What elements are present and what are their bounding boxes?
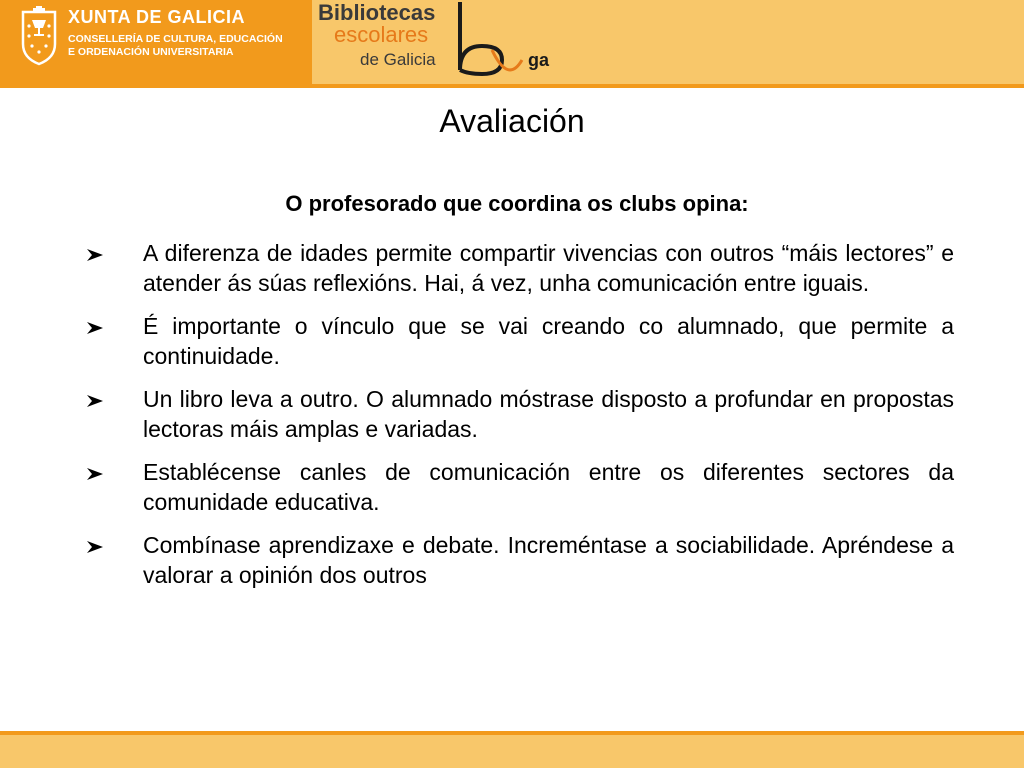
- arrowhead-bullet-icon: [86, 467, 104, 481]
- arrowhead-bullet-icon: [86, 321, 104, 335]
- bullet-text: A diferenza de idades permite compartir vivencias con outros “máis lectores” e atender ás súas reflexións. Hai, á vez, unha comunicación entre iguais.: [143, 240, 954, 296]
- arrowhead-bullet-icon: [86, 394, 104, 408]
- page-title: Avaliación: [439, 103, 585, 139]
- arrowhead-bullet-icon: [86, 248, 104, 262]
- xunta-logo: [0, 0, 312, 84]
- logo-text-escolares: escolares: [334, 22, 429, 47]
- bullet-text: É importante o vínculo que se vai creando co alumnado, que permite a continuidade.: [143, 313, 954, 369]
- department-line-2: E ORDENACIÓN UNIVERSITARIA: [68, 46, 234, 58]
- footer-band: [0, 735, 1024, 768]
- bga-mark-icon: [448, 0, 558, 84]
- bullet-item: [86, 457, 954, 517]
- header-band: [0, 0, 1024, 84]
- header-rule: [0, 84, 1024, 88]
- department-line-1: CONSELLERÍA DE CULTURA, EDUCACIÓN: [68, 33, 283, 45]
- bullet-item: [86, 530, 954, 590]
- logo-mark-ga: ga: [528, 50, 550, 70]
- department-name: [68, 33, 283, 59]
- bullet-text: Un libro leva a outro. O alumnado móstrase disposto a profundar en propostas lectoras máis amplas e variadas.: [143, 386, 954, 442]
- galicia-coat-of-arms-icon: [19, 6, 59, 66]
- bullet-text: Establécense canles de comunicación entre os diferentes sectores da comunidade educativa.: [143, 459, 954, 515]
- logo-text-de-galicia: de Galicia: [360, 50, 436, 69]
- bullet-text: Combínase aprendizaxe e debate. Increméntase a sociabilidade. Apréndese a valorar a opinión dos outros: [143, 532, 954, 588]
- arrowhead-bullet-icon: [86, 540, 104, 554]
- bullet-item: [86, 384, 954, 444]
- bullet-item: [86, 311, 954, 371]
- section-subtitle: O profesorado que coordina os clubs opina:: [285, 191, 749, 216]
- bullet-list: [86, 238, 954, 603]
- bibliotecas-escolares-logo: [318, 0, 558, 84]
- xunta-name: XUNTA DE GALICIA: [68, 7, 245, 27]
- logo-text-bibliotecas: Bibliotecas: [318, 0, 436, 25]
- bullet-item: [86, 238, 954, 298]
